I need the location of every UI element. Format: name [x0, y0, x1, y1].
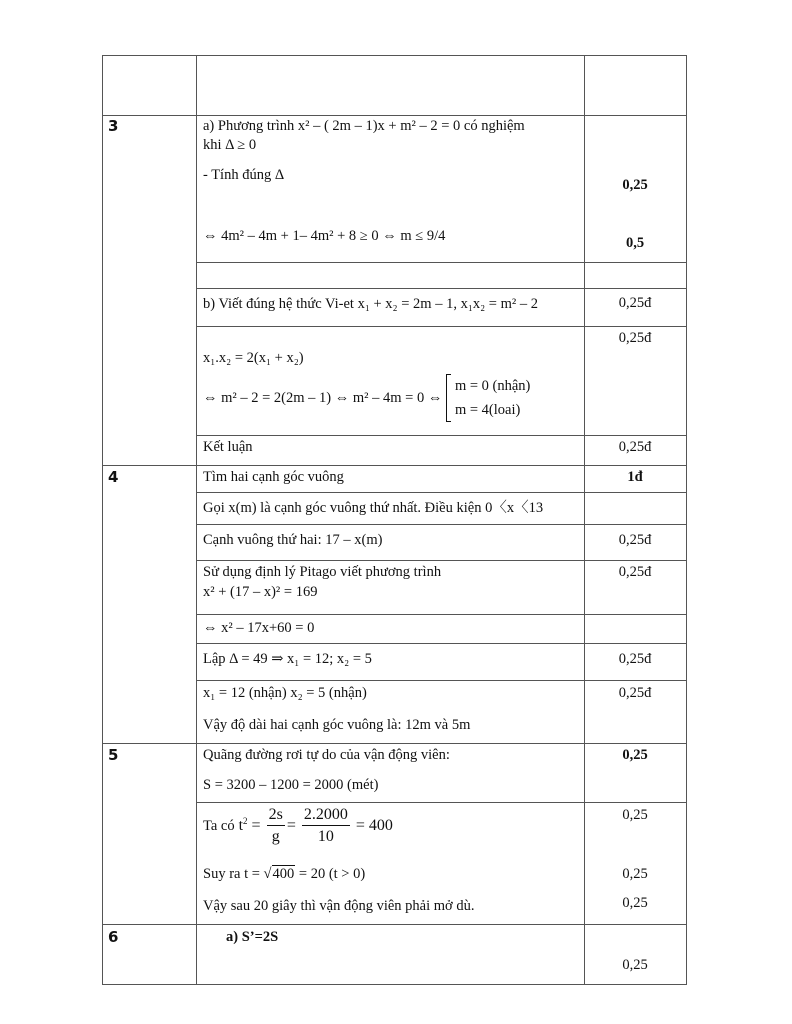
row-line [196, 288, 687, 289]
question-number: 4 [108, 468, 119, 486]
question-number: 3 [108, 117, 119, 135]
q3-inequality: ⇔ 4m² – 4m + 1– 4m² + 8 ≥ 0 ⇔ m ≤ 9/4 [203, 228, 446, 244]
q4-equation: ⇔ x² – 17x+60 = 0 [203, 620, 315, 636]
q6-part-a: a) S’=2S [226, 929, 279, 945]
table-border-top [102, 55, 687, 56]
q5-suy-ra-prefix: Suy ra t = [203, 866, 260, 882]
q5-fraction-1: $\frac{2s}{g}$ [268, 806, 283, 845]
table-divider-col2 [584, 55, 585, 984]
q3-tinh-dung-score: 0,25 [622, 177, 648, 193]
row-line [196, 262, 687, 263]
row-line [102, 924, 687, 925]
q5-ta-co-score: 0,25 [622, 807, 648, 823]
q3-equation-2 [203, 374, 530, 422]
row-line [102, 743, 687, 744]
q5-ta-co: Ta có $t^2$ = $\frac{2s}{g}$ = $\frac{2.2000}{10}$ = 400 [203, 805, 393, 848]
q6-part-a-score: 0,25 [622, 957, 648, 973]
q5-sqrt-value: 400 [272, 866, 295, 882]
q5-conclusion-score: 0,25 [622, 895, 648, 911]
q3-equation-2-text: ⇔ m² – 2 = 2(2m – 1) ⇔ m² – 4m = 0 ⇔ [203, 390, 443, 406]
case-bracket [446, 374, 451, 422]
row-line [196, 560, 687, 561]
row-line [196, 524, 687, 525]
question-number: 6 [108, 928, 119, 946]
row-line [196, 492, 687, 493]
row-line [196, 680, 687, 681]
q4-pitago: Sử dụng định lý Pitago viết phương trình [203, 564, 442, 580]
q4-canh-2-score: 0,25đ [618, 532, 652, 548]
row-line [196, 802, 687, 803]
table-divider-col1 [196, 55, 197, 984]
q5-conclusion: Vậy sau 20 giây thì vận động viên phải mở dù. [203, 898, 475, 914]
table-border-left [102, 55, 103, 984]
row-line [196, 326, 687, 327]
q3-equation-score: 0,25đ [618, 330, 652, 346]
row-line [196, 614, 687, 615]
q3-cases [455, 374, 530, 422]
q5-suy-ra: Suy ra t = √400 = 20 (t > 0) [203, 866, 366, 882]
q4-conclusion: Vậy độ dài hai cạnh góc vuông là: 12m và 5m [203, 717, 471, 733]
q4-nhan: x₁ = 12 (nhận) x₂ = 5 (nhận) [203, 685, 367, 701]
q3-part-a-line2: khi Δ ≥ 0 [203, 137, 257, 153]
q5-ta-co-result: = 400 [355, 817, 393, 835]
q5-suy-ra-score: 0,25 [622, 866, 648, 882]
q5-line-2: S = 3200 – 1200 = 2000 (mét) [203, 777, 379, 793]
q3-part-b: b) Viết đúng hệ thức Vi-et x₁ + x₂ = 2m – 1, x₁x₂ = m² – 2 [203, 296, 538, 312]
q3-inequality-score: 0,5 [625, 235, 645, 251]
q3-case-2: m = 4(loai) [454, 402, 521, 418]
q4-pitago-score: 0,25đ [618, 564, 652, 580]
q3-case-1: m = 0 (nhận) [454, 378, 531, 394]
row-line [196, 643, 687, 644]
q4-nhan-score: 0,25đ [618, 685, 652, 701]
q4-goi: Gọi x(m) là cạnh góc vuông thứ nhất. Điều kiện 0〈x〈13 [203, 500, 544, 516]
q3-tinh-dung: - Tính đúng Δ [203, 167, 285, 183]
table-border-right [686, 55, 687, 984]
q3-ket-luan: Kết luận [203, 439, 253, 455]
q4-title: Tìm hai cạnh góc vuông [203, 469, 344, 485]
q4-lap: Lập Δ = 49 ⇒ x₁ = 12; x₂ = 5 [203, 651, 372, 667]
q4-canh-2: Cạnh vuông thứ hai: 17 – x(m) [203, 532, 383, 548]
row-line [102, 115, 687, 116]
q3-ket-luan-score: 0,25đ [618, 439, 652, 455]
q3-part-b-score: 0,25đ [618, 295, 652, 311]
q5-ta-co-prefix: Ta có [203, 818, 235, 835]
row-line [196, 435, 687, 436]
q3-equation-1: x₁.x₂ = 2(x₁ + x₂) [203, 350, 304, 366]
q4-title-score: 1đ [627, 469, 643, 485]
table-border-bottom [102, 984, 687, 985]
row-line [102, 465, 687, 466]
q5-fraction-2: $\frac{2.2000}{10}$ [303, 806, 348, 845]
q4-lap-score: 0,25đ [618, 651, 652, 667]
q5-line-1: Quãng đường rơi tự do của vận động viên: [203, 747, 450, 763]
q3-part-a-line1: a) Phương trình x² – ( 2m – 1)x + m² – 2 = 0 có nghiệm [203, 118, 525, 134]
q4-pitago-equation: x² + (17 – x)² = 169 [203, 584, 318, 600]
q5-line-1-score: 0,25 [622, 747, 648, 763]
q5-suy-ra-rest: = 20 (t > 0) [298, 866, 366, 882]
question-number: 5 [108, 746, 119, 764]
